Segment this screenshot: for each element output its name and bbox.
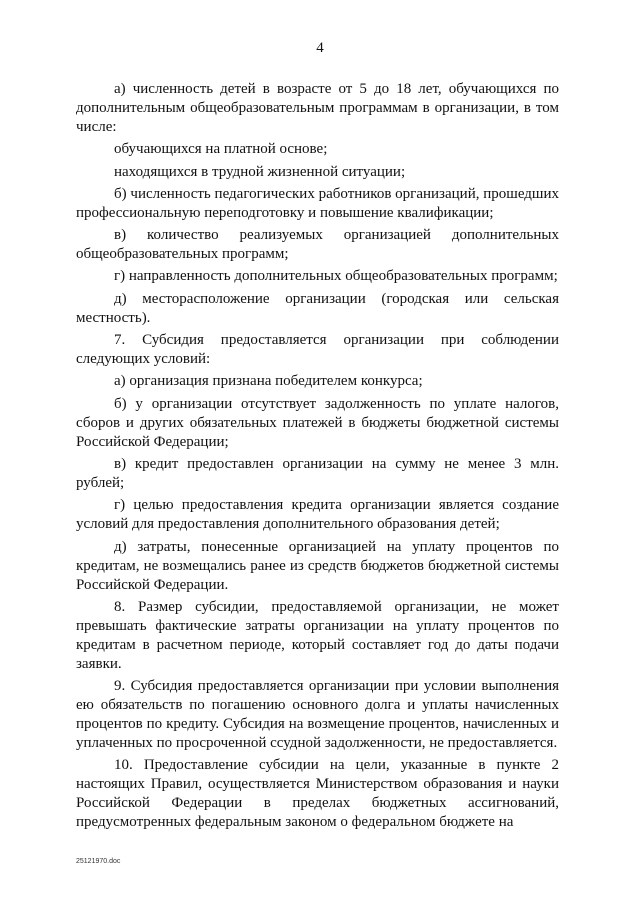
page-number: 4 [316,40,324,56]
paragraph: б) численность педагогических работников организаций, прошедших профессиональную переподготовку и повышение квалификации; [76,185,559,221]
paragraph: д) затраты, понесенные организацией на уплату процентов по кредитам, не возмещались ранее из средств бюджетов бюджетной системы Российской Федерации. [76,538,559,593]
paragraph: 7. Субсидия предоставляется организации при соблюдении следующих условий: [76,332,559,368]
paragraph: а) организация признана победителем конкурса; [114,373,423,390]
paragraph: 10. Предоставление субсидии на цели, указанные в пункте 2 настоящих Правил, осуществляется Министерством образования и науки Российской Федерации в пределах бюджетных ассигнований, предусмотренных федеральным законом о федеральном бюджете на [76,757,559,831]
paragraph: 8. Размер субсидии, предоставляемой организации, не может превышать фактические затраты организации на уплату процентов по кредитам в расчетном периоде, который составляет год до даты подачи заявки. [76,598,559,672]
footer-file-code: 25121970.doc [76,858,121,865]
paragraph: г) направленность дополнительных общеобразовательных программ; [114,268,558,285]
paragraph: находящихся в трудной жизненной ситуации; [114,163,406,180]
paragraph: г) целью предоставления кредита организации является создание условий для предоставления дополнительного образования детей; [76,497,559,533]
paragraph: в) количество реализуемых организацией дополнительных общеобразовательных программ; [76,227,559,263]
document-body [76,80,559,836]
paragraph: а) численность детей в возрасте от 5 до 18 лет, обучающихся по дополнительным общеобразовательным программам в организации, в том числе: [76,81,559,135]
paragraph: в) кредит предоставлен организации на сумму не менее 3 млн. рублей; [76,455,559,491]
paragraph: б) у организации отсутствует задолженность по уплате налогов, сборов и других обязательных платежей в бюджеты бюджетной системы Российской Федерации; [76,395,559,450]
paragraph: обучающихся на платной основе; [114,141,328,158]
paragraph: д) месторасположение организации (городская или сельская местность). [76,290,559,326]
paragraph: 9. Субсидия предоставляется организации при условии выполнения ею обязательств по погашению основного долга и уплаты начисленных процентов по кредиту. Субсидия на возмещение процентов, начисленных и уплаченных по просроченной ссудной задолженности, не предоставляется. [76,678,559,752]
